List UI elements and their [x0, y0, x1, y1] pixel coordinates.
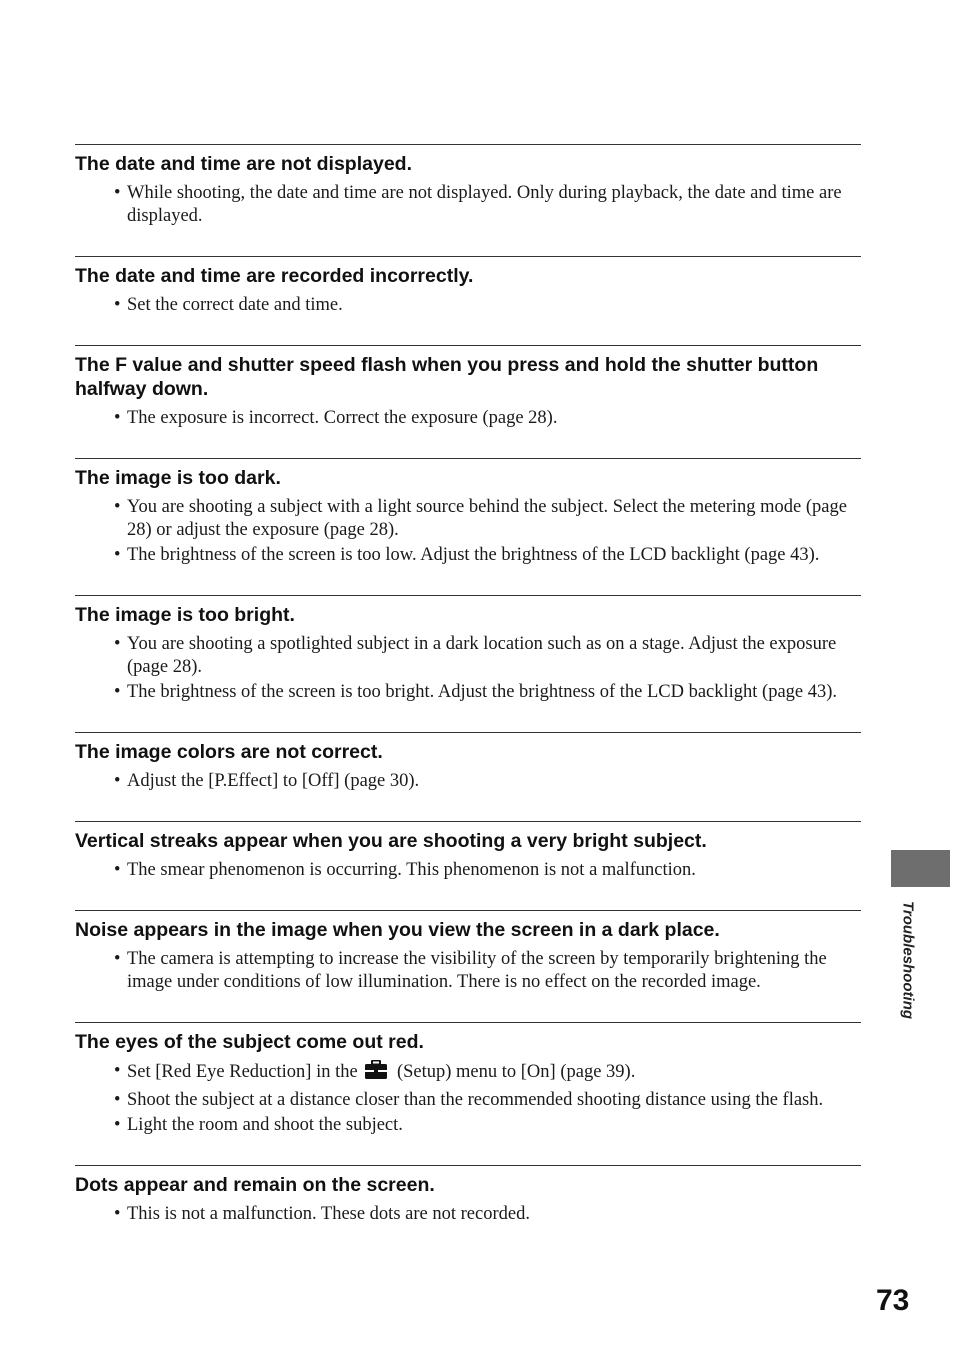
- list-item: • Set [Red Eye Reduction] in the (Setup) menu to [On] (page 39).: [75, 1060, 861, 1087]
- list-item: • Adjust the [P.Effect] to [Off] (page 30).: [114, 771, 420, 791]
- list-item: • Set the correct date and time.: [114, 295, 343, 315]
- section-heading: The F value and shutter speed flash when you press and hold the shutter button halfway down.: [75, 354, 819, 400]
- section-heading: The date and time are recorded incorrectly.: [75, 265, 474, 287]
- list-item: • You are shooting a subject with a light source behind the subject. Select the metering mode (page 28) or adjust the exposure (page 28).: [114, 497, 847, 540]
- side-index-tab: [891, 850, 950, 887]
- list-item: • While shooting, the date and time are not displayed. Only during playback, the date and time are displayed.: [114, 183, 842, 226]
- list-item: • The camera is attempting to increase the visibility of the screen by temporarily brightening the image under conditions of low illumination. There is no effect on the recorded image.: [114, 949, 827, 992]
- section-heading: The eyes of the subject come out red.: [75, 1031, 424, 1053]
- section-heading: Dots appear and remain on the screen.: [75, 1174, 435, 1196]
- section-date-not-displayed: [75, 144, 861, 228]
- section-noise-dark-place: [75, 910, 861, 994]
- section-image-too-dark: [75, 458, 861, 567]
- section-date-incorrect: [75, 256, 861, 317]
- section-dots-on-screen: [75, 1165, 861, 1226]
- section-vertical-streaks: [75, 821, 861, 882]
- list-item: • The exposure is incorrect. Correct the exposure (page 28).: [114, 408, 558, 428]
- troubleshooting-content: [75, 144, 861, 1228]
- setup-toolbox-icon: [364, 1060, 388, 1087]
- section-heading: Noise appears in the image when you view the screen in a dark place.: [75, 919, 720, 941]
- section-colors-not-correct: [75, 732, 861, 793]
- page-number: 73: [876, 1284, 910, 1317]
- list-item: • Shoot the subject at a distance closer than the recommended shooting distance using the flash.: [114, 1090, 824, 1110]
- section-f-value-flash: [75, 345, 861, 430]
- list-item: • You are shooting a spotlighted subject in a dark location such as on a stage. Adjust the exposure (page 28).: [114, 634, 837, 677]
- side-tab-label: Troubleshooting: [899, 900, 917, 1020]
- list-item: • Light the room and shoot the subject.: [114, 1115, 403, 1135]
- section-red-eyes: [75, 1022, 861, 1137]
- section-heading: The date and time are not displayed.: [75, 153, 412, 175]
- list-item: • This is not a malfunction. These dots are not recorded.: [114, 1204, 530, 1224]
- list-item: • The brightness of the screen is too bright. Adjust the brightness of the LCD backlight (page 43).: [114, 682, 838, 702]
- section-image-too-bright: [75, 595, 861, 704]
- list-item: • The brightness of the screen is too low. Adjust the brightness of the LCD backlight (page 43).: [114, 545, 820, 565]
- list-item: • The smear phenomenon is occurring. This phenomenon is not a malfunction.: [114, 860, 696, 880]
- section-heading: The image is too bright.: [75, 604, 295, 626]
- section-heading: The image colors are not correct.: [75, 741, 383, 763]
- section-heading: Vertical streaks appear when you are shooting a very bright subject.: [75, 830, 707, 852]
- section-heading: The image is too dark.: [75, 467, 281, 489]
